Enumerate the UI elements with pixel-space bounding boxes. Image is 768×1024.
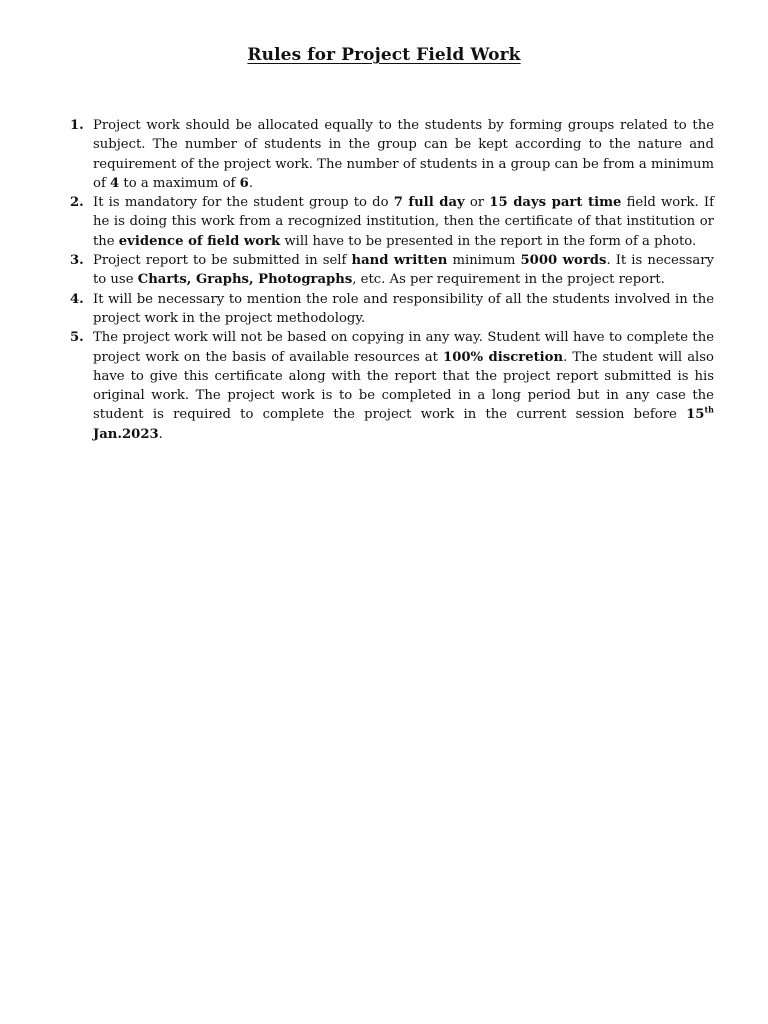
rule-emphasis: 6 [239,175,249,191]
rule-text [93,193,714,251]
rule-emphasis: Jan.2023 [93,426,159,442]
rule-number: 4. [70,291,84,307]
rule-text [93,290,714,329]
rule-number: 3. [70,253,84,269]
rule-text-segment: It will be necessary to mention the role and responsibility of all the students involved in the project work in the project methodology. [93,291,714,326]
rules-list [70,116,714,444]
rule-emphasis: 5000 words [520,253,607,269]
rule-text-segment: minimum [447,253,521,269]
rule-text-segment: It is mandatory for the student group to do [93,195,394,211]
rule-text-segment: . The student will also have to give this certificate along with the report that the project report submitted is his original work. The project work is to be completed in a long period but in any case the student is required to complete the project work in the current session before [93,349,714,423]
rule-emphasis: 100% discretion [443,349,564,365]
rule-text-segment: will have to be presented in the report in the form of a photo. [280,233,697,249]
rule-emphasis: th [704,405,714,416]
rule-text-segment: Project report to be submitted in self [93,253,352,269]
rule-emphasis: evidence of field work [118,233,281,249]
rule-emphasis: 15 days part time [489,195,622,211]
rule-emphasis: hand written [351,253,448,269]
rule-text-segment: The project work will not be based on copying in any way. Student will have to complete the project work on the basis of available resources at [93,330,714,365]
rule-number: 1. [70,118,84,133]
rule-number: 5. [70,330,84,346]
rule-emphasis: 7 full day [393,195,465,211]
rule-number: 2. [70,195,84,211]
rule-item [70,251,714,290]
rule-emphasis: Charts, Graphs, Photographs [137,272,353,288]
rule-text [93,328,714,444]
rule-item [70,193,714,251]
rule-text-segment: Project work should be allocated equally to the students by forming groups related to the subject. The number of students in the group can be kept according to the nature and requirement of the project work. The number of students in a group can be from a minimum of [93,118,714,191]
rule-text-segment: or [464,195,490,211]
page-title: Rules for Project Field Work [247,45,521,65]
rule-emphasis: 4 [110,175,120,191]
rule-text-segment: . [158,426,163,442]
rule-text [93,251,714,290]
rule-text-segment: . [248,175,254,191]
rule-text [93,116,714,193]
rule-emphasis: 15 [686,407,705,423]
rule-text-segment: field work. If he is doing this work from a recognized institution, then the certificate of that institution or the [93,195,714,249]
rule-item [70,116,714,193]
rule-item [70,290,714,329]
rule-item [70,328,714,444]
rule-text-segment: . It is necessary to use [93,253,715,288]
rule-text-segment: , etc. As per requirement in the project report. [352,272,665,288]
rule-text-segment: to a maximum of [119,175,240,191]
